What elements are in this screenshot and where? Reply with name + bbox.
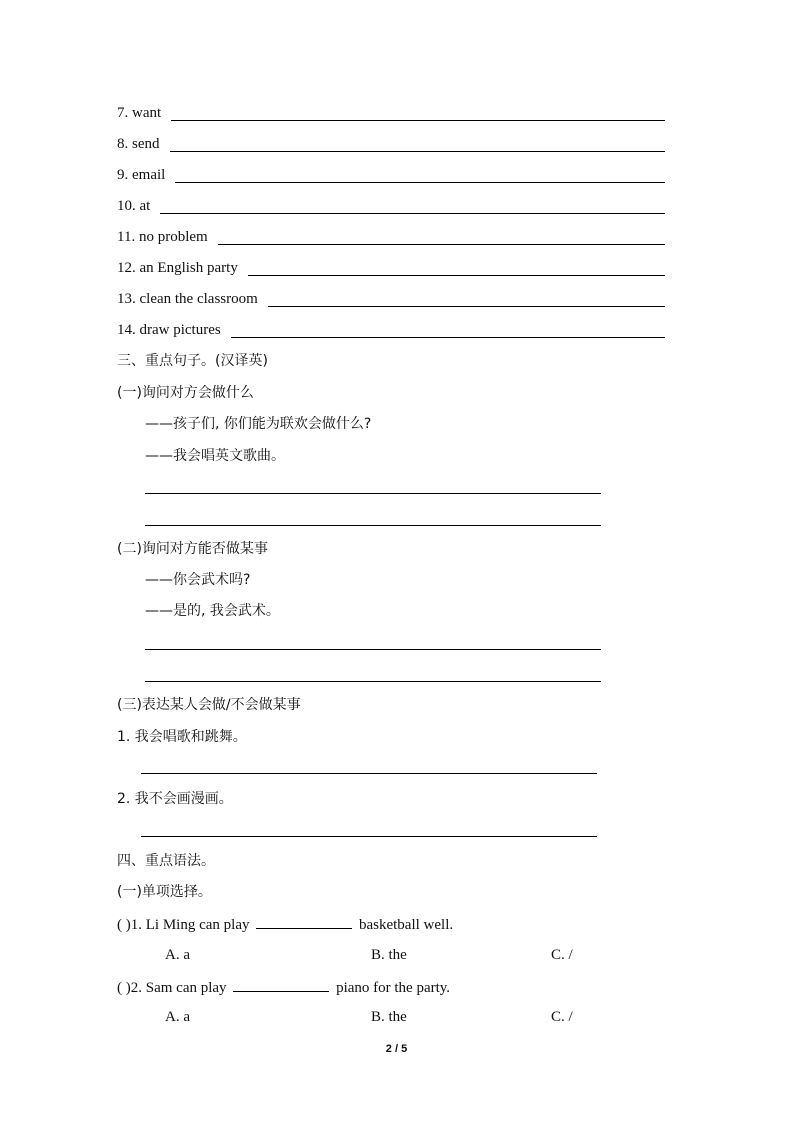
vocab-row xyxy=(117,195,665,215)
answer-line[interactable] xyxy=(171,120,665,121)
vocab-row xyxy=(117,288,665,308)
question-text: 1. Li Ming can play xyxy=(130,917,250,933)
prompt-line: ——我会唱英文歌曲。 xyxy=(145,448,285,464)
section-title: 四、重点语法。 xyxy=(117,853,215,869)
answer-line[interactable] xyxy=(141,836,597,837)
option[interactable]: C. / xyxy=(551,1009,573,1025)
answer-line[interactable] xyxy=(145,681,601,682)
fill-blank[interactable] xyxy=(233,977,329,992)
answer-line[interactable] xyxy=(145,649,601,650)
vocab-label: 14. draw pictures xyxy=(117,322,221,338)
fill-blank[interactable] xyxy=(256,914,352,929)
vocab-row xyxy=(117,226,665,246)
answer-line[interactable] xyxy=(145,493,601,494)
prompt-line: 2. 我不会画漫画。 xyxy=(117,791,233,807)
vocab-row xyxy=(117,102,665,122)
option[interactable]: A. a xyxy=(165,947,190,963)
answer-line[interactable] xyxy=(231,337,665,338)
option[interactable]: A. a xyxy=(165,1009,190,1025)
vocab-row xyxy=(117,319,665,339)
answer-line[interactable] xyxy=(141,773,597,774)
vocab-label: 9. email xyxy=(117,167,166,183)
question-text: 2. Sam can play xyxy=(130,980,227,996)
question xyxy=(117,977,450,997)
subsection-title: (三)表达某人会做/不会做某事 xyxy=(117,697,301,713)
answer-line[interactable] xyxy=(160,213,665,214)
prompt-line: ——孩子们, 你们能为联欢会做什么? xyxy=(145,416,372,432)
answer-line[interactable] xyxy=(268,306,665,307)
subsection-title: (二)询问对方能否做某事 xyxy=(117,541,268,557)
option[interactable]: C. / xyxy=(551,947,573,963)
vocab-label: 8. send xyxy=(117,136,160,152)
answer-line[interactable] xyxy=(218,244,665,245)
vocab-label: 10. at xyxy=(117,198,151,214)
page-number: 2 / 5 xyxy=(385,1043,408,1055)
prompt-line: 1. 我会唱歌和跳舞。 xyxy=(117,729,247,745)
vocab-row xyxy=(117,257,665,277)
answer-bracket[interactable]: ( ) xyxy=(117,917,131,933)
answer-line[interactable] xyxy=(170,151,666,152)
option[interactable]: B. the xyxy=(371,947,407,963)
answer-line[interactable] xyxy=(145,525,601,526)
prompt-line: ——是的, 我会武术。 xyxy=(145,603,280,619)
vocab-label: 13. clean the classroom xyxy=(117,291,258,307)
subsection-title: (一)单项选择。 xyxy=(117,884,212,900)
vocab-label: 12. an English party xyxy=(117,260,238,276)
vocab-row xyxy=(117,164,665,184)
option[interactable]: B. the xyxy=(371,1009,407,1025)
question xyxy=(117,914,453,934)
question-text: basketball well. xyxy=(358,917,454,933)
subsection-title: (一)询问对方会做什么 xyxy=(117,385,254,401)
question-text: piano for the party. xyxy=(336,980,451,996)
vocab-label: 11. no problem xyxy=(117,229,208,245)
answer-line[interactable] xyxy=(175,182,665,183)
section-title: 三、重点句子。(汉译英) xyxy=(117,353,268,369)
vocab-label: 7. want xyxy=(117,105,162,121)
vocab-row xyxy=(117,133,665,153)
answer-line[interactable] xyxy=(248,275,665,276)
prompt-line: ——你会武术吗? xyxy=(145,572,251,588)
answer-bracket[interactable]: ( ) xyxy=(117,980,131,996)
